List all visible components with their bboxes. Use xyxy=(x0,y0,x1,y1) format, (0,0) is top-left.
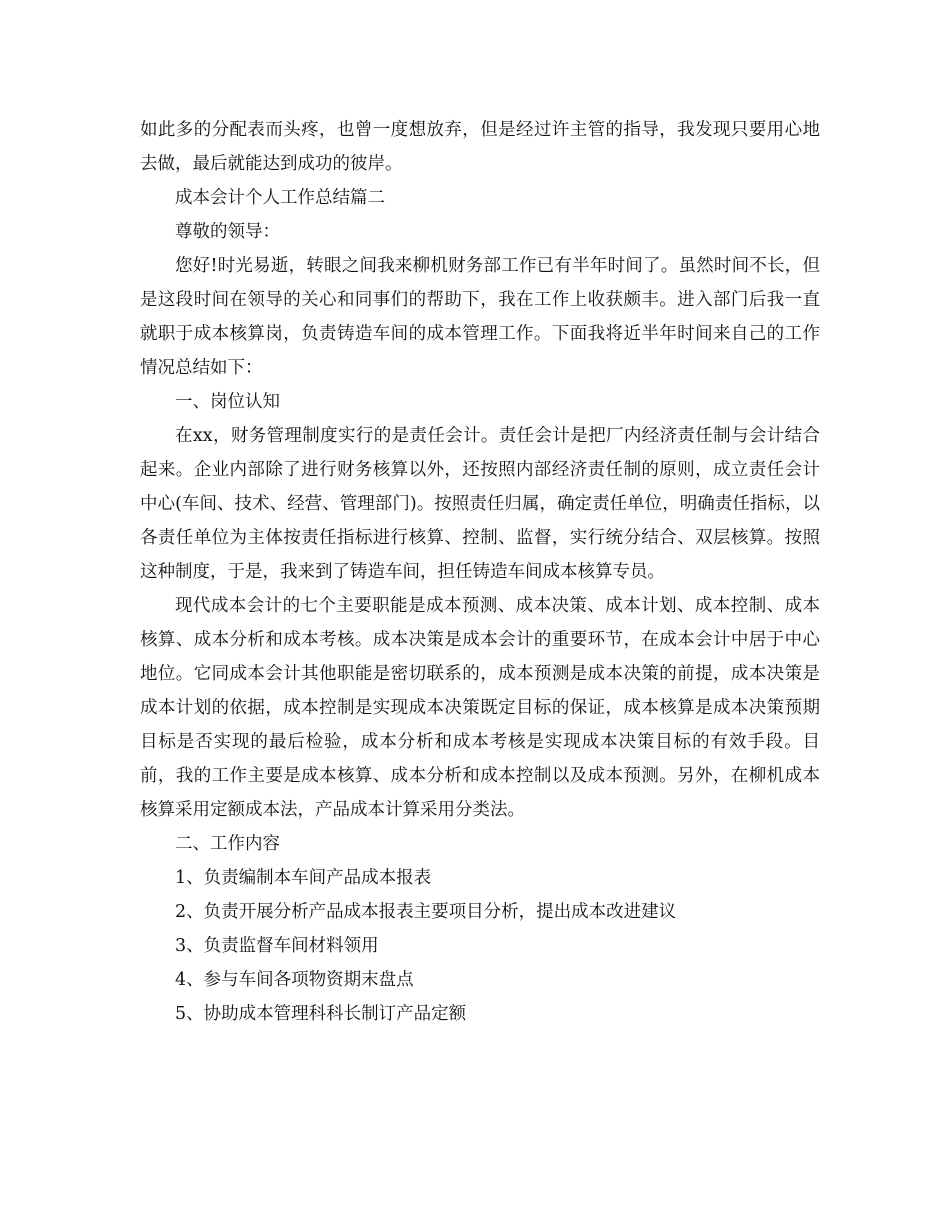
heading-work-content: 二、工作内容 xyxy=(175,834,280,854)
heading-job-cognition: 一、岗位认知 xyxy=(175,392,280,412)
paragraph-intro: 您好!时光易逝，转眼之间我来柳机财务部工作已有半年时间了。虽然时间不长，但是这段时间在领导的关心和同事们的帮助下，我在工作上收获颇丰。进入部门后我一直就职于成本核算岗，负责铸造车间的成本管理工作。下面我将近半年时间来自己的工作情况总结如下： xyxy=(140,256,820,378)
list-item: 3、负责监督车间材料领用 xyxy=(175,936,379,956)
list-item: 4、参与车间各项物资期末盘点 xyxy=(175,970,414,990)
list-item: 5、协助成本管理科科长制订产品定额 xyxy=(175,1004,467,1024)
list-item: 2、负责开展分析产品成本报表主要项目分析，提出成本改进建议 xyxy=(175,902,677,922)
list-item: 1、负责编制本车间产品成本报表 xyxy=(175,868,432,888)
document-body xyxy=(140,113,820,1031)
paragraph-responsibility-accounting: 在xx，财务管理制度实行的是责任会计。责任会计是把厂内经济责任制与会计结合起来。企业内部除了进行财务核算以外，还按照内部经济责任制的原则，成立责任会计中心(车间、技术、经营、管理部门)。按照责任归属，确定责任单位，明确责任指标，以各责任单位为主体按责任指标进行核算、控制、监督，实行统分结合、双层核算。按照这种制度，于是，我来到了铸造车间，担任铸造车间成本核算专员。 xyxy=(140,426,820,582)
section-title: 成本会计个人工作总结篇二 xyxy=(175,188,385,208)
paragraph-cost-accounting-functions: 现代成本会计的七个主要职能是成本预测、成本决策、成本计划、成本控制、成本核算、成本分析和成本考核。成本决策是成本会计的重要环节，在成本会计中居于中心地位。它同成本会计其他职能是密切联系的，成本预测是成本决策的前提，成本决策是成本计划的依据，成本控制是实现成本决策既定目标的保证，成本核算是成本决策预期目标是否实现的最后检验，成本分析和成本考核是实现成本决策目标的有效手段。目前，我的工作主要是成本核算、成本分析和成本控制以及成本预测。另外，在柳机成本核算采用定额成本法，产品成本计算采用分类法。 xyxy=(140,596,820,820)
paragraph-continuation: 如此多的分配表而头疼，也曾一度想放弃，但是经过许主管的指导，我发现只要用心地去做，最后就能达到成功的彼岸。 xyxy=(140,120,820,174)
salutation: 尊敬的领导： xyxy=(175,222,280,242)
